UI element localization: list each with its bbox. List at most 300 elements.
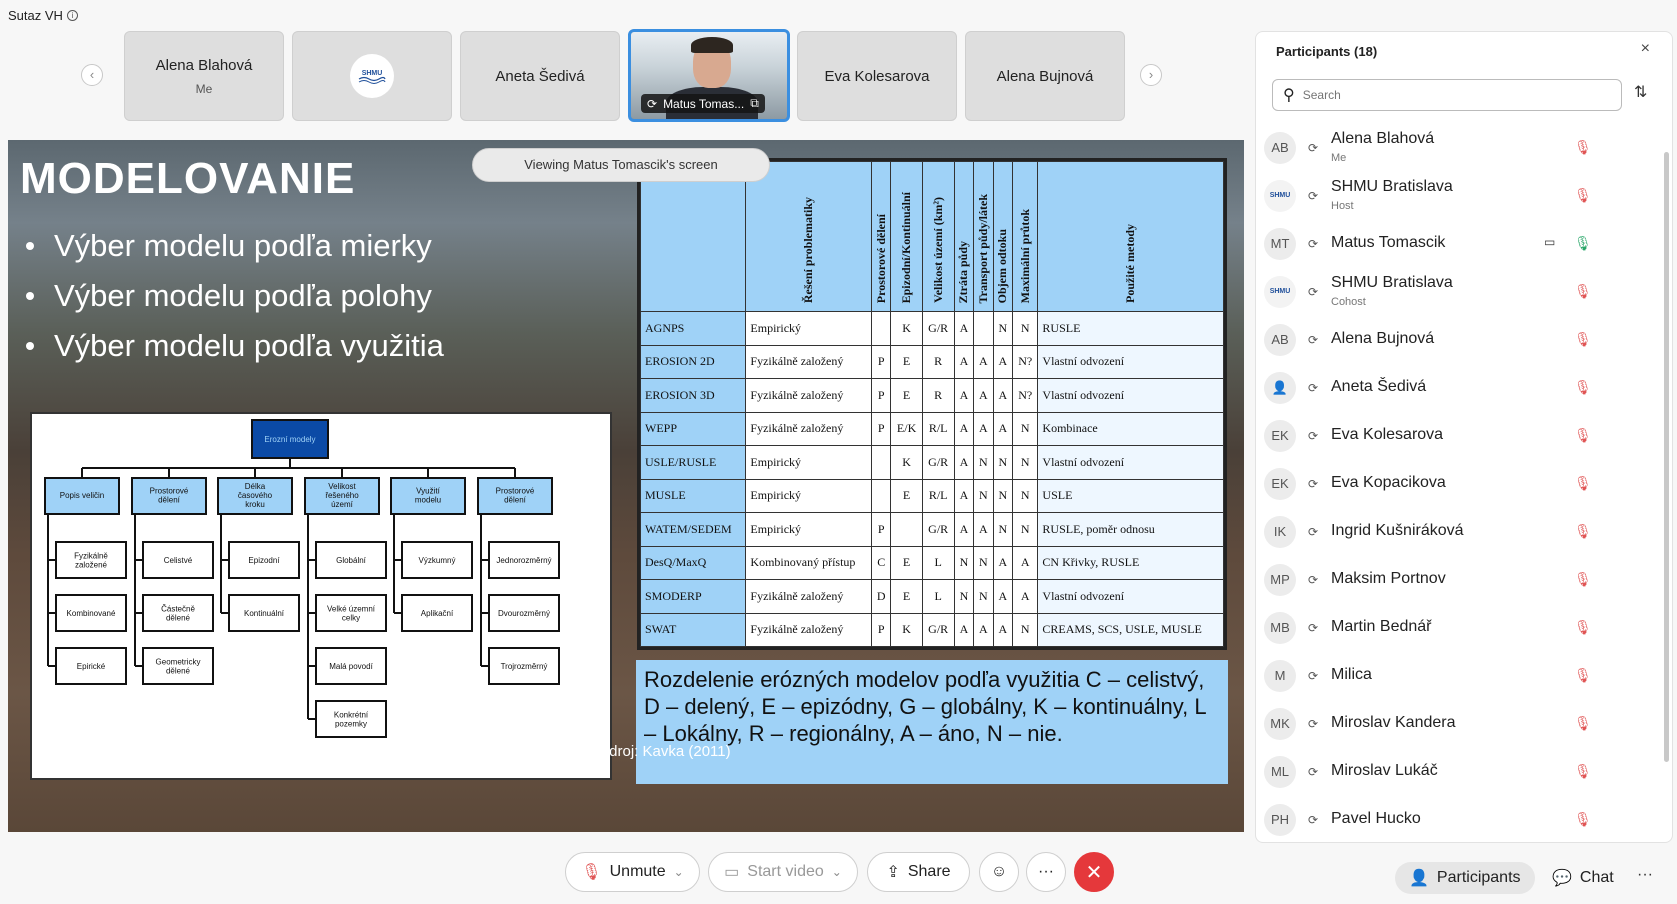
table-header [922, 162, 954, 312]
table-cell: Fyzikálně založený [746, 345, 872, 379]
table-cell: A [993, 379, 1012, 413]
table-cell: A [1013, 580, 1038, 614]
table-header-label: Objem odtoku [995, 228, 1010, 303]
sync-icon: ⟳ [1308, 333, 1319, 347]
sync-icon: ⟳ [1308, 141, 1319, 155]
start-video-label: Start video [747, 863, 824, 880]
diagram-item-label: Aplikační [420, 609, 454, 618]
mic-on-icon[interactable]: 🎙 [1574, 235, 1592, 251]
table-cell: R/L [922, 479, 954, 513]
table-cell: Vlastní odvození [1038, 345, 1224, 379]
share-screen-icon: ⧉ [750, 96, 759, 110]
table-cell: L [922, 546, 954, 580]
sync-icon: ⟳ [1308, 429, 1319, 443]
sync-icon: ⟳ [1308, 621, 1319, 635]
table-cell [872, 312, 891, 346]
table-cell [974, 312, 993, 346]
table-cell: CREAMS, SCS, USLE, MUSLE [1038, 613, 1224, 647]
participant-row[interactable] [1256, 460, 1666, 508]
sync-icon: ⟳ [1308, 669, 1319, 683]
table-header-label: Epizodní/Kontinuální [899, 191, 914, 303]
table-cell: Vlastní odvození [1038, 446, 1224, 480]
diagram-group-label: Využití modelu [414, 486, 442, 505]
table-cell: Empirický [746, 446, 872, 480]
table-cell: N [1013, 479, 1038, 513]
tile-name: Alena Blahová [155, 56, 253, 74]
participant-role: Cohost [1331, 296, 1366, 308]
table-cell: G/R [922, 446, 954, 480]
table-row [641, 345, 1224, 379]
table-cell: Vlastní odvození [1038, 580, 1224, 614]
mic-muted-icon[interactable]: 🎙 [1574, 619, 1592, 635]
avatar: EK [1264, 420, 1296, 452]
mic-muted-icon[interactable]: 🎙 [1574, 187, 1592, 203]
diagram-svg [32, 414, 610, 778]
diagram-item-label: Výzkumný [418, 556, 456, 565]
mic-muted-icon[interactable]: 🎙 [1574, 571, 1592, 587]
table-cell: USLE/RUSLE [641, 446, 746, 480]
participant-name: SHMU Bratislava [1331, 274, 1453, 291]
participant-name: Eva Kolesarova [1331, 426, 1444, 443]
meeting-title-text: Sutaz VH [8, 8, 63, 23]
diagram-item-label: Celistvé [163, 556, 193, 565]
table-cell: N [993, 446, 1012, 480]
table-legend: Rozdelenie erózných modelov podľa využitia C – celistvý, D – delený, E – epizódny, G – globálny, K – kontinuálny, L – Lokálny, R – regionálny, A – áno, N – nie. [636, 660, 1228, 784]
table-cell: A [974, 379, 993, 413]
table-cell: A [993, 412, 1012, 446]
table-header [954, 162, 973, 312]
table-row [641, 479, 1224, 513]
table-cell: A [954, 613, 973, 647]
table-cell: N [974, 580, 993, 614]
diagram-group-label: Prostorové dělení [149, 486, 189, 505]
participant-row[interactable] [1256, 124, 1666, 172]
table-cell: Empirický [746, 513, 872, 547]
bullet-item: Výber modelu podľa mierky [26, 228, 444, 264]
participant-row[interactable] [1256, 508, 1666, 556]
table-cell: Fyzikálně založený [746, 580, 872, 614]
table-cell: RUSLE, poměr odnosu [1038, 513, 1224, 547]
avatar: PH [1264, 804, 1296, 836]
avatar: 👤 [1264, 372, 1296, 404]
participant-row[interactable] [1256, 268, 1666, 316]
table-cell: A [993, 580, 1012, 614]
tile-name: Alena Bujnová [996, 67, 1094, 85]
table-cell: WATEM/SEDEM [641, 513, 746, 547]
participant-name: Eva Kopacikova [1331, 474, 1446, 491]
table-cell: R [922, 379, 954, 413]
avatar: EK [1264, 468, 1296, 500]
close-icon[interactable]: × [1640, 40, 1650, 57]
participant-role: Host [1331, 200, 1354, 212]
sync-icon: ⟳ [647, 96, 658, 111]
source-left: Zdroj: Kavka (2011) [40, 743, 171, 760]
search-box[interactable] [1272, 79, 1622, 111]
video-off-icon: ▭ [724, 864, 740, 881]
start-video-button[interactable] [708, 852, 858, 892]
participant-name: Alena Bujnová [1331, 330, 1435, 347]
avatar: MK [1264, 708, 1296, 740]
mic-muted-icon[interactable]: 🎙 [1574, 667, 1592, 683]
table-cell: K [891, 446, 922, 480]
erosion-model-diagram [30, 412, 612, 780]
table-header-label: Prostorové dělení [873, 213, 888, 303]
mic-muted-icon[interactable]: 🎙 [1574, 763, 1592, 779]
table-cell: N? [1013, 345, 1038, 379]
slide-bullets [26, 228, 444, 378]
diagram-item-label: Konkrétní pozemky [333, 710, 369, 729]
table-cell: N [1013, 613, 1038, 647]
table-header [746, 162, 872, 312]
diagram-group-label: Prostorové dělení [495, 486, 535, 505]
diagram-item-label: Dvourozměrný [497, 609, 551, 618]
participant-role: Me [1331, 152, 1347, 164]
diagram-item-label: Fyzikálně založené [74, 551, 108, 570]
video-tile[interactable] [460, 31, 620, 121]
table-cell: N [974, 546, 993, 580]
table-cell: EROSION 2D [641, 345, 746, 379]
viewing-screen-banner: Viewing Matus Tomascik's screen [472, 148, 770, 182]
table-cell: P [872, 613, 891, 647]
chevron-down-icon: ⌄ [831, 865, 842, 879]
participant-name: Matus Tomascik [1331, 234, 1446, 251]
table-cell: Fyzikálně založený [746, 379, 872, 413]
table-row [641, 580, 1224, 614]
diagram-item-label: Geometricky dělené [155, 657, 201, 676]
participant-list [1256, 124, 1666, 843]
tile-name: Eva Kolesarova [824, 67, 930, 85]
end-call-button[interactable]: ✕ [1074, 852, 1114, 892]
mic-muted-icon[interactable]: 🎙 [1574, 811, 1592, 827]
table-row [641, 513, 1224, 547]
table-row [641, 613, 1224, 647]
diagram-group-label: Délka časového kroku [237, 482, 273, 509]
table-cell: A [954, 379, 973, 413]
meeting-title [8, 8, 78, 23]
shared-screen [8, 140, 1244, 832]
table-header-label: Transport půdy/látek [975, 193, 990, 303]
participant-name: Aneta Šedivá [1331, 378, 1427, 395]
participant-name: Alena Blahová [1331, 130, 1435, 147]
reactions-button[interactable]: ☺ [979, 852, 1019, 892]
table-header [1038, 162, 1224, 312]
table-cell: N [993, 312, 1012, 346]
chevron-down-icon: ⌄ [673, 865, 684, 879]
table-cell: N [1013, 312, 1038, 346]
table-cell: E [891, 379, 922, 413]
diagram-item-label: Malá povodí [329, 662, 373, 671]
table-cell: A [974, 412, 993, 446]
participant-name: Miroslav Kandera [1331, 714, 1456, 731]
video-tile[interactable] [965, 31, 1125, 121]
avatar: M [1264, 660, 1296, 692]
table-cell: E/K [891, 412, 922, 446]
diagram-group-label: Popis veličin [59, 491, 105, 500]
bullet-item: Výber modelu podľa polohy [26, 278, 444, 314]
participants-tab-label: Participants [1436, 869, 1521, 886]
diagram-item-label: Kontinuální [243, 609, 285, 618]
mic-muted-icon[interactable]: 🎙 [1574, 283, 1592, 299]
more-options-button[interactable]: ··· [1026, 852, 1066, 892]
table-cell: E [891, 580, 922, 614]
participant-name: Martin Bednář [1331, 618, 1432, 635]
avatar: ML [1264, 756, 1296, 788]
avatar: AB [1264, 132, 1296, 164]
table-header-label: Maximální průtok [1017, 208, 1032, 303]
table-cell: Fyzikálně založený [746, 613, 872, 647]
table-cell: D [872, 580, 891, 614]
participant-row[interactable] [1256, 412, 1666, 460]
avatar: MT [1264, 228, 1296, 260]
participants-icon: 👤 [1409, 870, 1429, 887]
diagram-item-label: Epizodní [248, 556, 280, 565]
participant-name: Milica [1331, 666, 1372, 683]
table-header-label: Použité metody [1123, 224, 1138, 303]
table-header [974, 162, 993, 312]
diagram-item-label: Epirické [76, 662, 106, 671]
panel-title: Participants (18) [1276, 44, 1378, 59]
table-row [641, 546, 1224, 580]
table-header-label: Velikost území (km²) [930, 197, 945, 303]
table-cell: Fyzikálně založený [746, 412, 872, 446]
table-cell: K [891, 312, 922, 346]
search-icon: ⚲ [1283, 87, 1295, 104]
participant-row[interactable] [1256, 220, 1666, 268]
table-cell: AGNPS [641, 312, 746, 346]
video-tile[interactable] [124, 31, 284, 121]
avatar: AB [1264, 324, 1296, 356]
mic-off-icon: 🎙 [581, 864, 602, 881]
table-cell: N [1013, 513, 1038, 547]
table-cell: SWAT [641, 613, 746, 647]
sync-icon: ⟳ [1308, 285, 1319, 299]
table-cell: K [891, 613, 922, 647]
table-header-label: Ztráta půdy [956, 240, 971, 303]
diagram-item-label: Trojrozměrný [500, 662, 548, 671]
tile-sub: Me [195, 81, 213, 96]
video-tile[interactable] [797, 31, 957, 121]
participant-row[interactable] [1256, 604, 1666, 652]
table-cell: G/R [922, 613, 954, 647]
info-icon[interactable]: i [67, 10, 78, 21]
bullet-item: Výber modelu podľa využitia [26, 328, 444, 364]
diagram-item-label: Velké územní celky [326, 604, 376, 623]
table-cell: E [891, 345, 922, 379]
video-tile-active-speaker[interactable] [628, 29, 790, 122]
mic-muted-icon[interactable]: 🎙 [1574, 331, 1592, 347]
diagram-item-label: Kombinované [66, 609, 116, 618]
video-tile-logo[interactable] [292, 31, 452, 121]
participant-name: Ingrid Kušniráková [1331, 522, 1464, 539]
participant-name: SHMU Bratislava [1331, 178, 1453, 195]
sort-icon[interactable]: ⇅ [1634, 84, 1648, 101]
table-cell: P [872, 513, 891, 547]
table-cell: N [993, 513, 1012, 547]
table-header [872, 162, 891, 312]
tile-name: Matus Tomas... [663, 96, 745, 111]
table-cell: G/R [922, 513, 954, 547]
table-cell: R/L [922, 412, 954, 446]
table-cell: A [954, 446, 973, 480]
table-cell: Kombinace [1038, 412, 1224, 446]
table-cell [872, 446, 891, 480]
more-panel-options[interactable]: ··· [1637, 866, 1653, 883]
share-label: Share [907, 863, 951, 880]
table-cell [872, 479, 891, 513]
sync-icon: ⟳ [1308, 237, 1319, 251]
table-cell: N [1013, 446, 1038, 480]
mic-muted-icon[interactable]: 🎙 [1574, 523, 1592, 539]
models-table [637, 158, 1227, 650]
sync-icon: ⟳ [1308, 573, 1319, 587]
sync-icon: ⟳ [1308, 525, 1319, 539]
table-cell: RUSLE [1038, 312, 1224, 346]
share-button[interactable] [867, 852, 970, 892]
sync-icon: ⟳ [1308, 813, 1319, 827]
table-row [641, 446, 1224, 480]
participant-row[interactable] [1256, 556, 1666, 604]
table-cell: N [974, 446, 993, 480]
table-cell: DesQ/MaxQ [641, 546, 746, 580]
participant-row[interactable] [1256, 652, 1666, 700]
shmu-logo-icon [350, 54, 394, 98]
table-cell: MUSLE [641, 479, 746, 513]
table-cell: SMODERP [641, 580, 746, 614]
table-cell: N [954, 546, 973, 580]
avatar: MP [1264, 564, 1296, 596]
camera-person-hair [691, 37, 733, 53]
table-cell: E [891, 546, 922, 580]
table-cell: Empirický [746, 479, 872, 513]
sync-icon: ⟳ [1308, 477, 1319, 491]
table-cell: A [954, 412, 973, 446]
table-row [641, 379, 1224, 413]
tile-name-pill [641, 94, 765, 113]
participant-row[interactable] [1256, 700, 1666, 748]
table-cell: N [993, 479, 1012, 513]
table-cell: P [872, 345, 891, 379]
participant-row[interactable] [1256, 316, 1666, 364]
participant-row[interactable] [1256, 172, 1666, 220]
models-table-grid [640, 161, 1224, 647]
table-cell: R [922, 345, 954, 379]
table-cell: L [922, 580, 954, 614]
table-cell: P [872, 412, 891, 446]
table-cell: A [954, 312, 973, 346]
table-header [891, 162, 922, 312]
mic-muted-icon[interactable]: 🎙 [1574, 475, 1592, 491]
share-icon: ⇪ [886, 864, 900, 881]
table-cell: A [1013, 546, 1038, 580]
diagram-group-label: Velikost řešeného území [325, 482, 359, 509]
table-header [1013, 162, 1038, 312]
participant-name: Miroslav Lukáč [1331, 762, 1438, 779]
svg-text:SHMU: SHMU [361, 70, 383, 77]
table-cell: G/R [922, 312, 954, 346]
table-header-corner [641, 162, 746, 312]
chat-tab-label: Chat [1579, 869, 1614, 886]
sync-icon: ⟳ [1308, 717, 1319, 731]
table-header-label: Řešení problematiky [801, 196, 816, 303]
search-input[interactable] [1303, 88, 1603, 102]
chat-tab[interactable] [1538, 862, 1628, 894]
mic-muted-icon[interactable]: 🎙 [1574, 139, 1592, 155]
table-cell: A [993, 613, 1012, 647]
chat-icon: 💬 [1552, 870, 1572, 887]
table-cell: Vlastní odvození [1038, 379, 1224, 413]
diagram-item-label: Částečně dělené [161, 604, 195, 623]
diagram-root-label: Erozní modely [264, 435, 316, 444]
table-cell: A [993, 345, 1012, 379]
participant-row[interactable] [1256, 796, 1666, 843]
participant-row[interactable] [1256, 748, 1666, 796]
diagram-item-label: Globální [336, 556, 366, 565]
table-cell: A [993, 546, 1012, 580]
table-cell [891, 513, 922, 547]
mic-muted-icon[interactable]: 🎙 [1574, 427, 1592, 443]
table-cell: C [872, 546, 891, 580]
avatar: MB [1264, 612, 1296, 644]
table-cell: E [891, 479, 922, 513]
slide-title: MODELOVANIE [20, 154, 356, 203]
strip-prev-button[interactable]: ‹ [81, 64, 103, 86]
table-row [641, 312, 1224, 346]
table-cell: WEPP [641, 412, 746, 446]
table-cell: EROSION 3D [641, 379, 746, 413]
tile-name: Aneta Šedivá [495, 67, 585, 85]
mic-muted-icon[interactable]: 🎙 [1574, 715, 1592, 731]
table-cell: A [974, 345, 993, 379]
participant-name: Maksim Portnov [1331, 570, 1446, 587]
participant-row[interactable] [1256, 364, 1666, 412]
strip-next-button[interactable]: › [1140, 64, 1162, 86]
table-row [641, 412, 1224, 446]
table-cell: Kombinovaný přístup [746, 546, 872, 580]
table-cell: A [974, 513, 993, 547]
diagram-item-label: Jednorozměrný [496, 556, 552, 565]
unmute-label: Unmute [609, 863, 666, 880]
table-cell: A [954, 513, 973, 547]
avatar: SHMU [1264, 180, 1296, 212]
sync-icon: ⟳ [1308, 381, 1319, 395]
table-cell: A [954, 345, 973, 379]
table-header [993, 162, 1012, 312]
sync-icon: ⟳ [1308, 765, 1319, 779]
table-cell: Empirický [746, 312, 872, 346]
unmute-button[interactable] [565, 852, 700, 892]
mic-muted-icon[interactable]: 🎙 [1574, 379, 1592, 395]
table-cell: N? [1013, 379, 1038, 413]
table-cell: A [974, 613, 993, 647]
table-cell: P [872, 379, 891, 413]
participant-name: Pavel Hucko [1331, 810, 1421, 827]
meeting-controls [0, 852, 1240, 898]
table-cell: A [954, 479, 973, 513]
participants-tab[interactable] [1395, 862, 1535, 894]
panel-scrollbar[interactable] [1664, 152, 1669, 762]
avatar: IK [1264, 516, 1296, 548]
source-right: Zdroj: Kavka (2011) [600, 743, 731, 760]
table-cell: N [954, 580, 973, 614]
table-cell: N [1013, 412, 1038, 446]
video-camera-icon[interactable]: ▭ [1544, 235, 1556, 249]
sync-icon: ⟳ [1308, 189, 1319, 203]
participants-panel [1255, 31, 1673, 843]
table-cell: USLE [1038, 479, 1224, 513]
table-cell: CN Křivky, RUSLE [1038, 546, 1224, 580]
table-cell: N [974, 479, 993, 513]
avatar: SHMU [1264, 276, 1296, 308]
